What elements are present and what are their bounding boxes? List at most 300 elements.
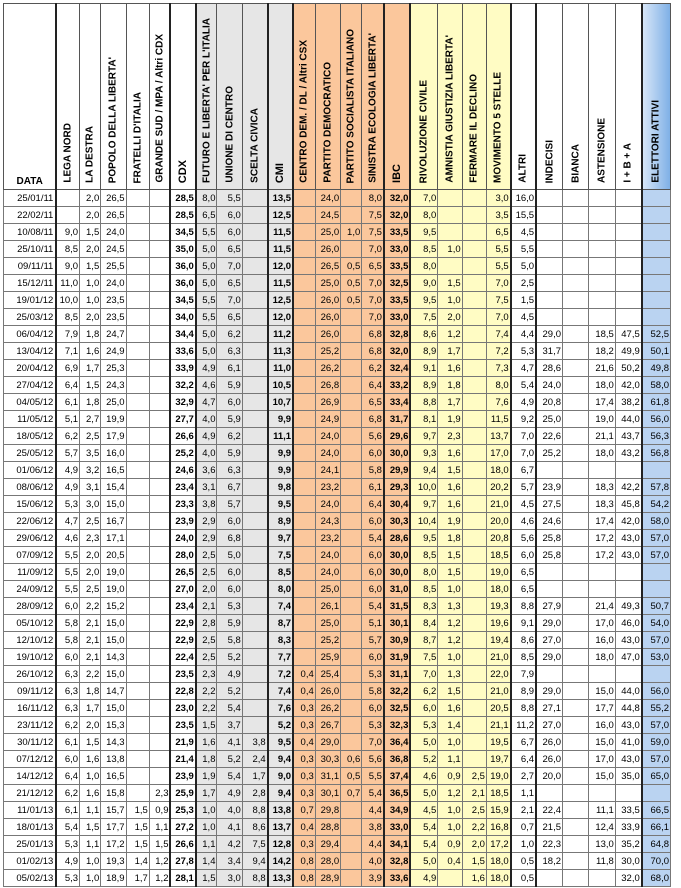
table-cell: 32,3 [384,717,410,734]
table-cell: 5,7 [217,496,242,513]
table-cell [589,309,615,326]
table-cell: 43,2 [615,445,641,462]
table-cell: 2,3 [149,785,170,802]
row-date-cell: 04/05/12 [4,394,57,411]
table-cell: 57,0 [642,751,671,768]
table-cell [536,309,562,326]
table-cell: 3,2 [80,462,101,479]
table-cell: 1,5 [196,870,217,887]
table-cell [242,394,267,411]
table-cell: 5,5 [56,547,79,564]
table-cell: 4,6 [410,768,437,785]
table-cell [642,666,671,683]
table-cell: 24,3 [315,513,340,530]
table-cell: 5,5 [56,581,79,598]
table-cell: 3,9 [362,870,384,887]
table-cell [293,462,315,479]
table-cell: 4,9 [56,462,79,479]
table-cell: 4,7 [511,360,536,377]
table-cell: 9,1 [410,360,437,377]
table-cell: 18,5 [486,547,510,564]
table-cell: 20,8 [536,394,562,411]
table-cell [615,564,641,581]
table-cell [563,411,589,428]
table-cell [149,292,170,309]
table-cell: 1,1 [438,751,462,768]
table-cell: 6,5 [362,258,384,275]
table-cell: 11,1 [589,802,615,819]
table-cell: 5,2 [217,683,242,700]
table-cell [536,275,562,292]
table-cell: 1,6 [438,496,462,513]
table-cell: 1,0 [80,870,101,887]
table-cell: 27,5 [536,496,562,513]
table-cell: 4,5 [511,309,536,326]
table-cell: 2,5 [462,802,486,819]
table-cell: 6,3 [217,343,242,360]
row-date-cell: 15/06/12 [4,496,57,513]
table-cell: 9,9 [268,411,293,428]
table-cell [563,819,589,836]
table-cell: 9,5 [410,530,437,547]
table-cell [589,292,615,309]
table-cell: 26,6 [170,836,195,853]
table-cell: 45,8 [615,496,641,513]
table-cell: 23,2 [315,479,340,496]
table-cell: 6,0 [56,751,79,768]
table-row [4,207,671,224]
table-cell [341,479,362,496]
table-cell [149,666,170,683]
table-cell: 24,9 [315,411,340,428]
table-cell [462,258,486,275]
table-cell: 19,7 [486,751,510,768]
table-cell [149,496,170,513]
table-cell: 1,7 [80,700,101,717]
table-cell: 27,9 [536,598,562,615]
table-cell: 33,9 [170,360,195,377]
table-cell: 5,2 [410,751,437,768]
table-cell: 5,6 [362,428,384,445]
table-cell: 1,0 [80,768,101,785]
table-cell [149,615,170,632]
table-cell [126,462,149,479]
table-cell: 9,9 [268,462,293,479]
table-cell: 7,0 [410,190,437,207]
table-cell: 1,5 [438,275,462,292]
column-header-label: FERMARE IL DECLINO [468,74,480,183]
column-header-label: UNIONE DI CENTRO [224,86,236,183]
table-cell: 8,4 [410,615,437,632]
table-cell: 27,2 [170,819,195,836]
table-cell: 7,0 [362,309,384,326]
column-header [462,4,486,190]
table-cell: 8,9 [511,683,536,700]
table-cell [149,479,170,496]
table-cell: 11,5 [486,411,510,428]
table-cell [242,428,267,445]
table-cell: 1,0 [80,275,101,292]
column-header [384,4,410,190]
table-cell: 15,0 [589,683,615,700]
column-header [362,4,384,190]
table-cell: 30,3 [384,513,410,530]
row-date-cell: 21/12/12 [4,785,57,802]
table-cell: 2,0 [80,564,101,581]
table-row [4,564,671,581]
table-cell [242,377,267,394]
table-cell: 1,0 [511,836,536,853]
table-row [4,615,671,632]
table-cell: 56,3 [642,428,671,445]
table-cell: 19,6 [486,615,510,632]
table-cell: 7,2 [486,343,510,360]
table-cell [563,258,589,275]
table-cell: 1,6 [438,360,462,377]
table-cell [149,309,170,326]
table-cell: 15,0 [101,615,126,632]
table-cell: 12,5 [268,292,293,309]
table-cell [149,564,170,581]
table-cell: 57,0 [642,530,671,547]
table-cell [563,241,589,258]
table-cell: 28,1 [170,870,195,887]
table-cell [126,683,149,700]
table-cell: 4,6 [196,377,217,394]
table-cell: 5,0 [196,343,217,360]
table-cell: 16,0 [101,445,126,462]
table-cell: 22,9 [170,632,195,649]
table-cell: 16,5 [101,462,126,479]
row-date-cell: 19/10/12 [4,649,57,666]
table-cell: 4,9 [410,870,437,887]
table-cell: 6,2 [56,717,79,734]
table-cell: 18,2 [589,343,615,360]
table-cell: 9,4 [268,785,293,802]
table-cell: 18,0 [589,649,615,666]
table-cell [293,530,315,547]
table-cell [536,207,562,224]
table-cell [149,258,170,275]
row-date-cell: 30/11/12 [4,734,57,751]
table-cell [126,343,149,360]
table-cell [242,224,267,241]
table-cell: 8,0 [486,377,510,394]
table-cell: 19,9 [101,411,126,428]
table-cell: 32,0 [615,870,641,887]
table-cell: 7,5 [486,292,510,309]
row-date-cell: 18/05/12 [4,428,57,445]
table-cell [563,768,589,785]
table-cell: 26,0 [536,734,562,751]
table-cell: 7,7 [268,649,293,666]
table-row [4,768,671,785]
table-cell [563,734,589,751]
table-cell: 27,0 [170,581,195,598]
table-cell [126,275,149,292]
row-date-cell: 11/01/13 [4,802,57,819]
table-cell [563,462,589,479]
row-date-cell: 19/01/12 [4,292,57,309]
table-cell: 1,7 [438,394,462,411]
table-cell: 5,2 [217,649,242,666]
table-cell: 24,0 [315,547,340,564]
table-cell: 1,5 [438,564,462,581]
table-cell: 32,8 [384,326,410,343]
row-date-cell: 01/06/12 [4,462,57,479]
table-cell: 8,5 [511,649,536,666]
table-cell: 6,0 [362,649,384,666]
table-cell: 15,8 [101,785,126,802]
table-cell: 2,0 [80,547,101,564]
table-cell [563,615,589,632]
table-cell [563,632,589,649]
table-cell: 17,0 [589,751,615,768]
table-cell: 57,8 [642,479,671,496]
table-cell [642,224,671,241]
table-cell: 6,5 [217,241,242,258]
table-cell: 7,9 [56,326,79,343]
table-cell: 17,0 [486,445,510,462]
table-cell: 0,9 [438,836,462,853]
table-cell [149,411,170,428]
table-cell: 7,4 [268,598,293,615]
table-cell: 3,0 [80,496,101,513]
table-cell [149,207,170,224]
table-cell: 0,3 [293,785,315,802]
table-cell: 5,4 [410,819,437,836]
table-cell [293,394,315,411]
table-cell: 61,8 [642,394,671,411]
table-cell: 5,4 [362,785,384,802]
table-cell: 4,4 [362,836,384,853]
table-cell [242,598,267,615]
table-cell: 1,5 [80,258,101,275]
table-cell [126,207,149,224]
table-cell [242,292,267,309]
table-cell: 6,0 [217,564,242,581]
table-cell: 32,5 [384,700,410,717]
table-cell: 6,0 [362,564,384,581]
table-cell: 22,9 [170,615,195,632]
table-cell: 0,3 [293,751,315,768]
table-cell: 24,6 [170,462,195,479]
table-cell: 66,1 [642,819,671,836]
table-cell: 5,8 [217,632,242,649]
table-cell: 11,3 [268,343,293,360]
table-cell: 29,0 [536,326,562,343]
table-cell [242,530,267,547]
table-cell [563,343,589,360]
column-header-label: SCELTA CIVICA [249,108,261,183]
row-date-cell: 29/06/12 [4,530,57,547]
table-cell: 0,8 [293,870,315,887]
table-cell: 25,0 [101,394,126,411]
table-cell [615,785,641,802]
table-cell: 7,0 [410,666,437,683]
table-cell: 44,8 [615,700,641,717]
table-cell: 9,0 [56,224,79,241]
table-cell: 34,9 [384,802,410,819]
table-cell [126,547,149,564]
table-cell [341,666,362,683]
table-cell: 21,9 [170,734,195,751]
table-cell: 3,1 [196,479,217,496]
table-cell [126,360,149,377]
table-cell: 2,0 [438,309,462,326]
table-cell: 33,5 [384,292,410,309]
table-cell: 5,5 [486,241,510,258]
table-cell: 6,2 [217,326,242,343]
table-cell [589,666,615,683]
table-cell [462,734,486,751]
table-cell: 46,0 [615,615,641,632]
table-cell [242,564,267,581]
table-cell [563,564,589,581]
table-cell [293,598,315,615]
table-cell [462,615,486,632]
table-cell [589,275,615,292]
table-cell [242,343,267,360]
table-cell: 6,8 [217,530,242,547]
table-cell: 6,0 [56,598,79,615]
table-cell: 18,2 [536,853,562,870]
table-cell: 6,0 [511,547,536,564]
table-cell: 42,2 [615,479,641,496]
table-cell: 21,6 [589,360,615,377]
table-cell: 24,0 [101,224,126,241]
table-cell: 1,0 [438,241,462,258]
row-date-cell: 25/01/13 [4,836,57,853]
table-cell: 7,9 [511,666,536,683]
table-cell: 33,2 [384,377,410,394]
table-cell [293,360,315,377]
table-row [4,377,671,394]
table-cell: 23,5 [170,717,195,734]
table-cell: 6,2 [362,360,384,377]
table-cell [462,530,486,547]
table-cell: 7,0 [511,445,536,462]
table-cell: 9,4 [268,751,293,768]
table-cell [563,292,589,309]
table-cell: 50,7 [642,598,671,615]
table-cell: 38,2 [615,394,641,411]
column-header [242,4,267,190]
table-cell: 56,0 [642,411,671,428]
column-header [170,4,195,190]
table-cell: 3,6 [196,462,217,479]
table-cell [642,241,671,258]
table-cell [536,564,562,581]
table-row [4,292,671,309]
table-cell: 29,0 [536,649,562,666]
table-cell: 9,5 [410,292,437,309]
table-cell: 26,0 [315,683,340,700]
table-cell: 5,6 [362,751,384,768]
table-cell [462,683,486,700]
table-cell: 5,9 [217,615,242,632]
table-cell: 4,9 [196,360,217,377]
table-cell: 2,7 [80,411,101,428]
table-cell: 1,4 [438,717,462,734]
table-cell: 49,3 [615,598,641,615]
table-cell: 4,0 [196,445,217,462]
table-cell: 20,5 [486,700,510,717]
table-cell: 15,0 [101,700,126,717]
table-cell: 12,0 [268,309,293,326]
table-cell: 7,5 [362,207,384,224]
table-cell: 28,8 [315,819,340,836]
table-cell: 2,2 [80,666,101,683]
table-cell [462,751,486,768]
table-cell: 24,0 [170,530,195,547]
table-cell: 6,0 [217,224,242,241]
table-cell: 33,0 [384,309,410,326]
table-cell: 37,4 [384,768,410,785]
table-cell: 1,9 [438,411,462,428]
table-cell: 9,5 [410,224,437,241]
table-cell: 2,1 [80,632,101,649]
table-cell: 24,0 [315,445,340,462]
table-cell: 31,1 [315,768,340,785]
table-cell: 26,2 [315,700,340,717]
table-cell: 18,3 [589,479,615,496]
table-cell: 21,0 [486,649,510,666]
table-cell: 23,9 [170,513,195,530]
table-cell: 4,5 [511,496,536,513]
table-cell: 26,5 [101,190,126,207]
table-cell: 13,7 [268,819,293,836]
table-cell: 26,5 [101,207,126,224]
table-cell: 5,5 [362,768,384,785]
table-cell [126,615,149,632]
table-cell [563,224,589,241]
table-cell [341,615,362,632]
table-cell: 17,9 [101,428,126,445]
table-cell: 25,3 [101,360,126,377]
table-cell: 25,9 [315,649,340,666]
table-row [4,241,671,258]
table-cell: 2,1 [80,615,101,632]
table-cell: 6,4 [511,751,536,768]
table-cell: 27,0 [536,717,562,734]
table-cell: 27,0 [536,632,562,649]
table-cell [462,411,486,428]
table-cell: 0,9 [438,768,462,785]
table-cell: 5,3 [217,598,242,615]
table-cell: 1,0 [438,734,462,751]
table-cell: 26,5 [170,564,195,581]
row-date-cell: 14/12/12 [4,768,57,785]
table-cell: 5,3 [362,717,384,734]
table-cell [341,836,362,853]
table-cell [563,479,589,496]
table-cell: 18,0 [486,581,510,598]
table-cell: 13,7 [486,428,510,445]
table-cell: 6,2 [56,428,79,445]
table-cell: 8,5 [410,547,437,564]
table-cell: 26,0 [315,292,340,309]
table-cell: 17,2 [486,836,510,853]
column-header [486,4,510,190]
table-cell [126,309,149,326]
table-cell: 8,8 [511,700,536,717]
table-cell [536,581,562,598]
table-cell: 25,2 [536,445,562,462]
table-cell: 59,0 [642,734,671,751]
column-header [642,4,671,190]
table-cell: 17,1 [101,530,126,547]
